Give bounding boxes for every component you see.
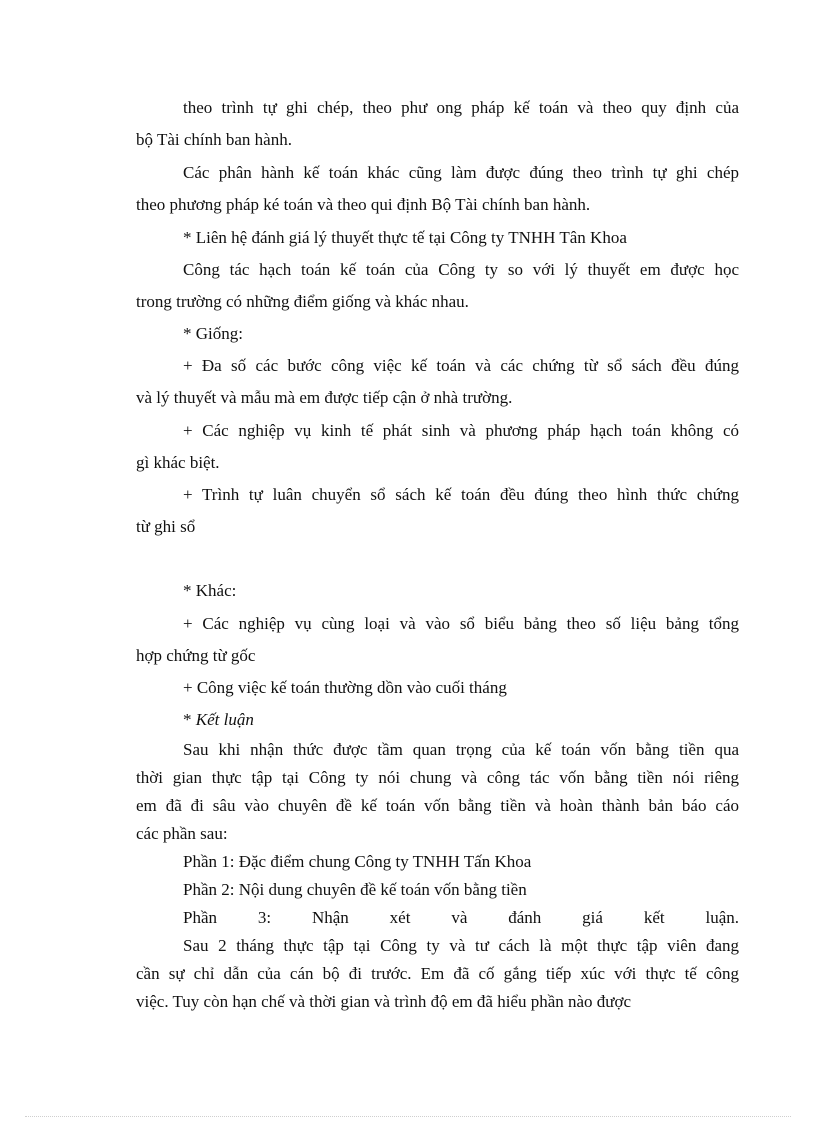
text-line: và lý thuyết và mẫu mà em được tiếp cận ở nhà trường.: [136, 388, 513, 407]
text-line: theo trình tự ghi chép, theo phư ong pháp kế toán và theo quy định của: [183, 98, 739, 117]
text-line: Công tác hạch toán kế toán của Công ty so với lý thuyết em được học: [183, 260, 739, 279]
text-line: Các phân hành kế toán khác cũng làm được đúng theo trình tự ghi chép: [183, 163, 739, 182]
section-heading: [136, 704, 739, 736]
heading-italic: Kết luận: [195, 710, 254, 729]
text-line: Phần 2: Nội dung chuyên đề kế toán vốn bằng tiền: [183, 880, 527, 899]
page-bottom-border: [25, 1116, 791, 1117]
section-heading: * Giống:: [183, 324, 243, 343]
text-line: thời gian thực tập tại Công ty nói chung và công tác vốn bằng tiền nói riêng: [136, 768, 739, 787]
section-heading: * Khác:: [183, 581, 237, 600]
text-line: Phần 3: Nhận xét và đánh giá kết luận.: [183, 908, 739, 927]
text-line: + Công việc kế toán thường dồn vào cuối tháng: [183, 678, 507, 697]
text-line: + Các nghiệp vụ kinh tế phát sinh và phương pháp hạch toán không có: [183, 421, 739, 440]
heading-bullet: *: [183, 710, 196, 729]
text-line: Sau khi nhận thức được tầm quan trọng của kế toán vốn bằng tiền qua: [183, 740, 739, 759]
text-line: hợp chứng từ gốc: [136, 646, 256, 665]
text-line: theo phương pháp ké toán và theo qui định Bộ Tài chính ban hành.: [136, 195, 591, 214]
text-line: bộ Tài chính ban hành.: [136, 130, 292, 149]
text-line: gì khác biệt.: [136, 453, 220, 472]
text-line: từ ghi sổ: [136, 517, 196, 536]
text-line: + Trình tự luân chuyển sổ sách kế toán đều đúng theo hình thức chứng: [183, 485, 739, 504]
text-line: Sau 2 tháng thực tập tại Công ty và tư cách là một thực tập viên đang: [183, 936, 739, 955]
text-line: cần sự chỉ dẫn của cán bộ đi trước. Em đã cố gắng tiếp xúc với thực tế công: [136, 964, 739, 983]
text-line: trong trường có những điểm giống và khác nhau.: [136, 292, 469, 311]
text-line: việc. Tuy còn hạn chế và thời gian và trình độ em đã hiểu phần nào được: [136, 992, 632, 1011]
text-line: + Các nghiệp vụ cùng loại và vào sổ biểu bảng theo số liệu bảng tổng: [183, 614, 739, 633]
text-line: em đã đi sâu vào chuyên đề kế toán vốn bằng tiền và hoàn thành bản báo cáo: [136, 796, 739, 815]
section-heading: * Liên hệ đánh giá lý thuyết thực tế tại Công ty TNHH Tân Khoa: [183, 228, 627, 247]
text-line: các phần sau:: [136, 824, 228, 843]
text-line: Phần 1: Đặc điểm chung Công ty TNHH Tấn Khoa: [183, 852, 532, 871]
text-line: + Đa số các bước công việc kế toán và các chứng từ sổ sách đều đúng: [183, 356, 739, 375]
